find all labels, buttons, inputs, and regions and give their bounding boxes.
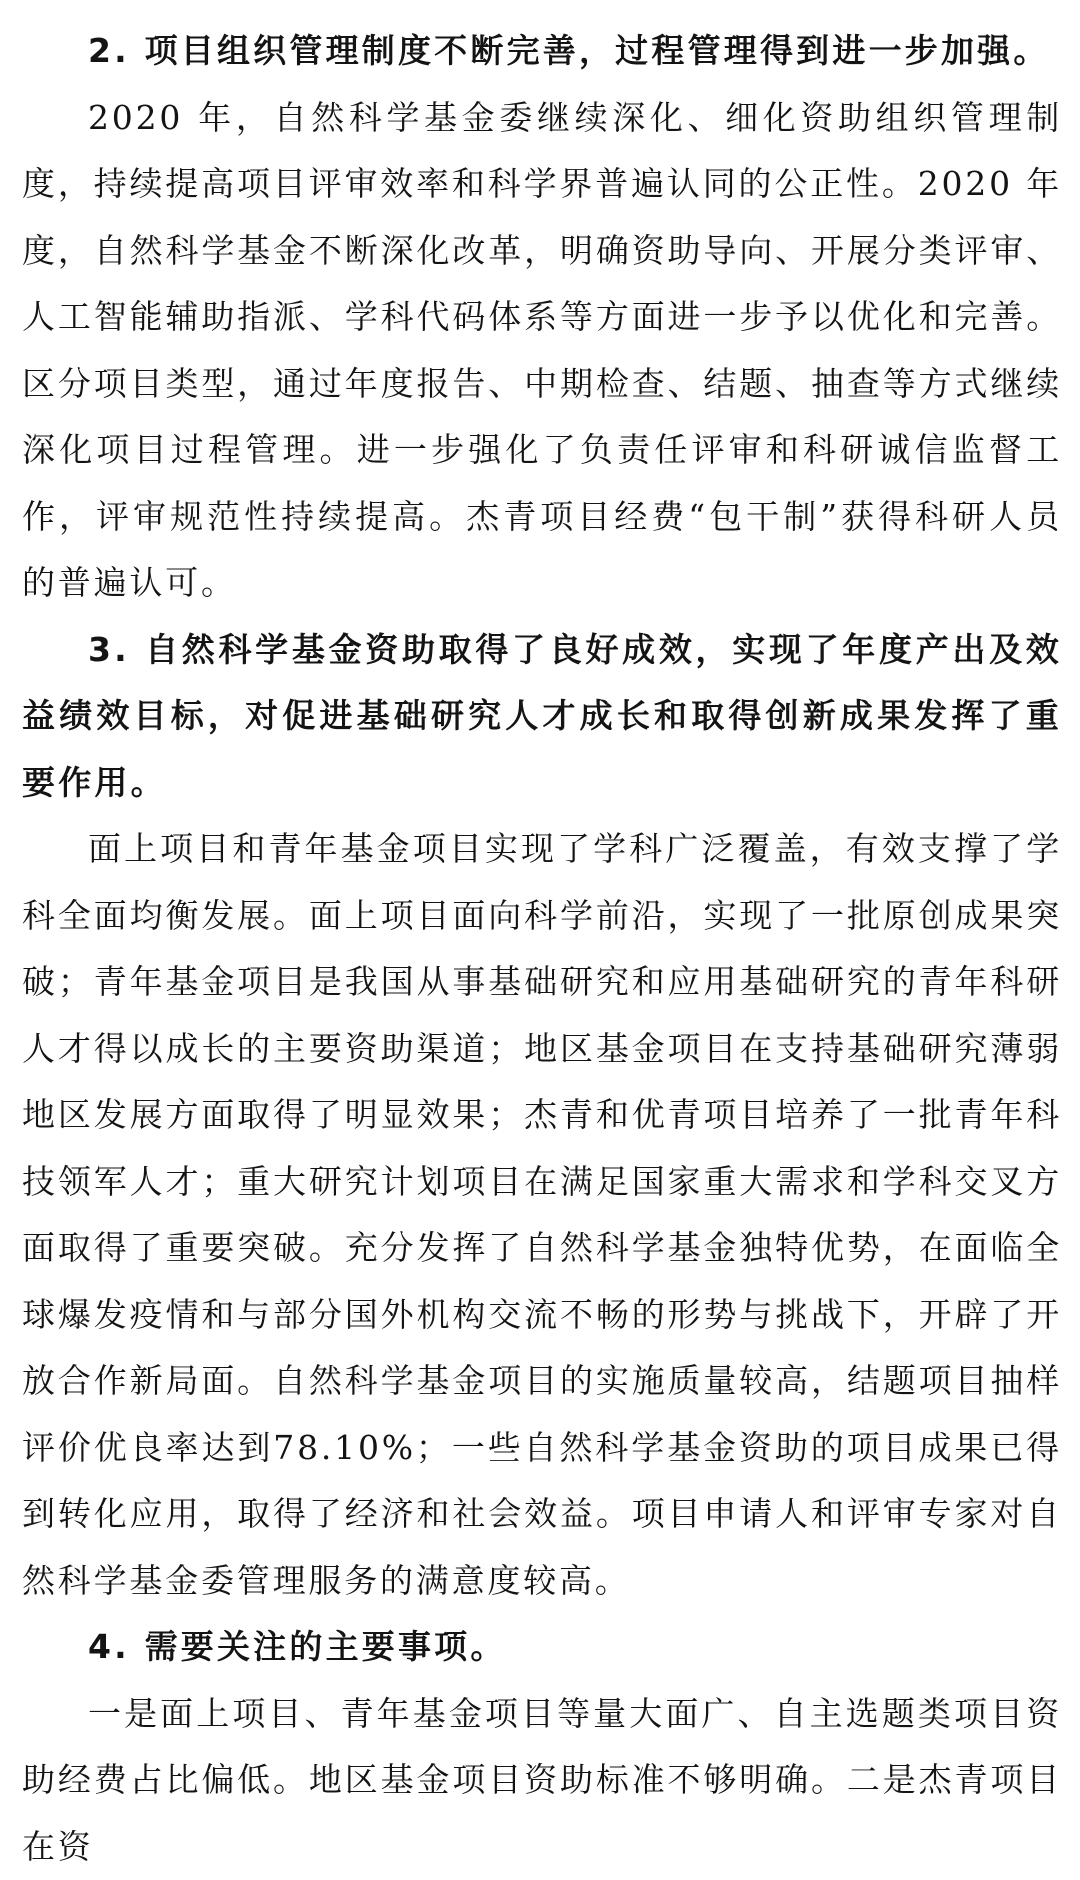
section-heading-2: 2. 项目组织管理制度不断完善，过程管理得到进一步加强。 [22, 18, 1062, 85]
section-body-2: 2020 年，自然科学基金委继续深化、细化资助组织管理制度，持续提高项目评审效率和科学界普遍认同的公正性。2020 年度，自然科学基金不断深化改革，明确资助导向、开展分类评审、人工智能辅助指派、学科代码体系等方面进一步予以优化和完善。区分项目类型，通过年度报告、中期检查、结题、抽查等方式继续深化项目过程管理。进一步强化了负责任评审和科研诚信监督工作，评审规范性持续提高。杰青项目经费“包干制”获得科研人员的普遍认可。 [22, 85, 1062, 617]
section-heading-4: 4. 需要关注的主要事项。 [22, 1614, 1062, 1681]
section-body-4: 一是面上项目、青年基金项目等量大面广、自主选题类项目资助经费占比偏低。地区基金项目资助标准不够明确。二是杰青项目在资 [22, 1681, 1062, 1880]
section-body-3: 面上项目和青年基金项目实现了学科广泛覆盖，有效支撑了学科全面均衡发展。面上项目面向科学前沿，实现了一批原创成果突破；青年基金项目是我国从事基础研究和应用基础研究的青年科研人才得以成长的主要资助渠道；地区基金项目在支持基础研究薄弱地区发展方面取得了明显效果；杰青和优青项目培养了一批青年科技领军人才；重大研究计划项目在满足国家重大需求和学科交叉方面取得了重要突破。充分发挥了自然科学基金独特优势，在面临全球爆发疫情和与部分国外机构交流不畅的形势与挑战下，开辟了开放合作新局面。自然科学基金项目的实施质量较高，结题项目抽样评价优良率达到78.10%；一些自然科学基金资助的项目成果已得到转化应用，取得了经济和社会效益。项目申请人和评审专家对自然科学基金委管理服务的满意度较高。 [22, 816, 1062, 1614]
section-heading-3: 3. 自然科学基金资助取得了良好成效，实现了年度产出及效益绩效目标，对促进基础研究人才成长和取得创新成果发挥了重要作用。 [22, 617, 1062, 817]
document-page [22, 18, 1062, 1880]
